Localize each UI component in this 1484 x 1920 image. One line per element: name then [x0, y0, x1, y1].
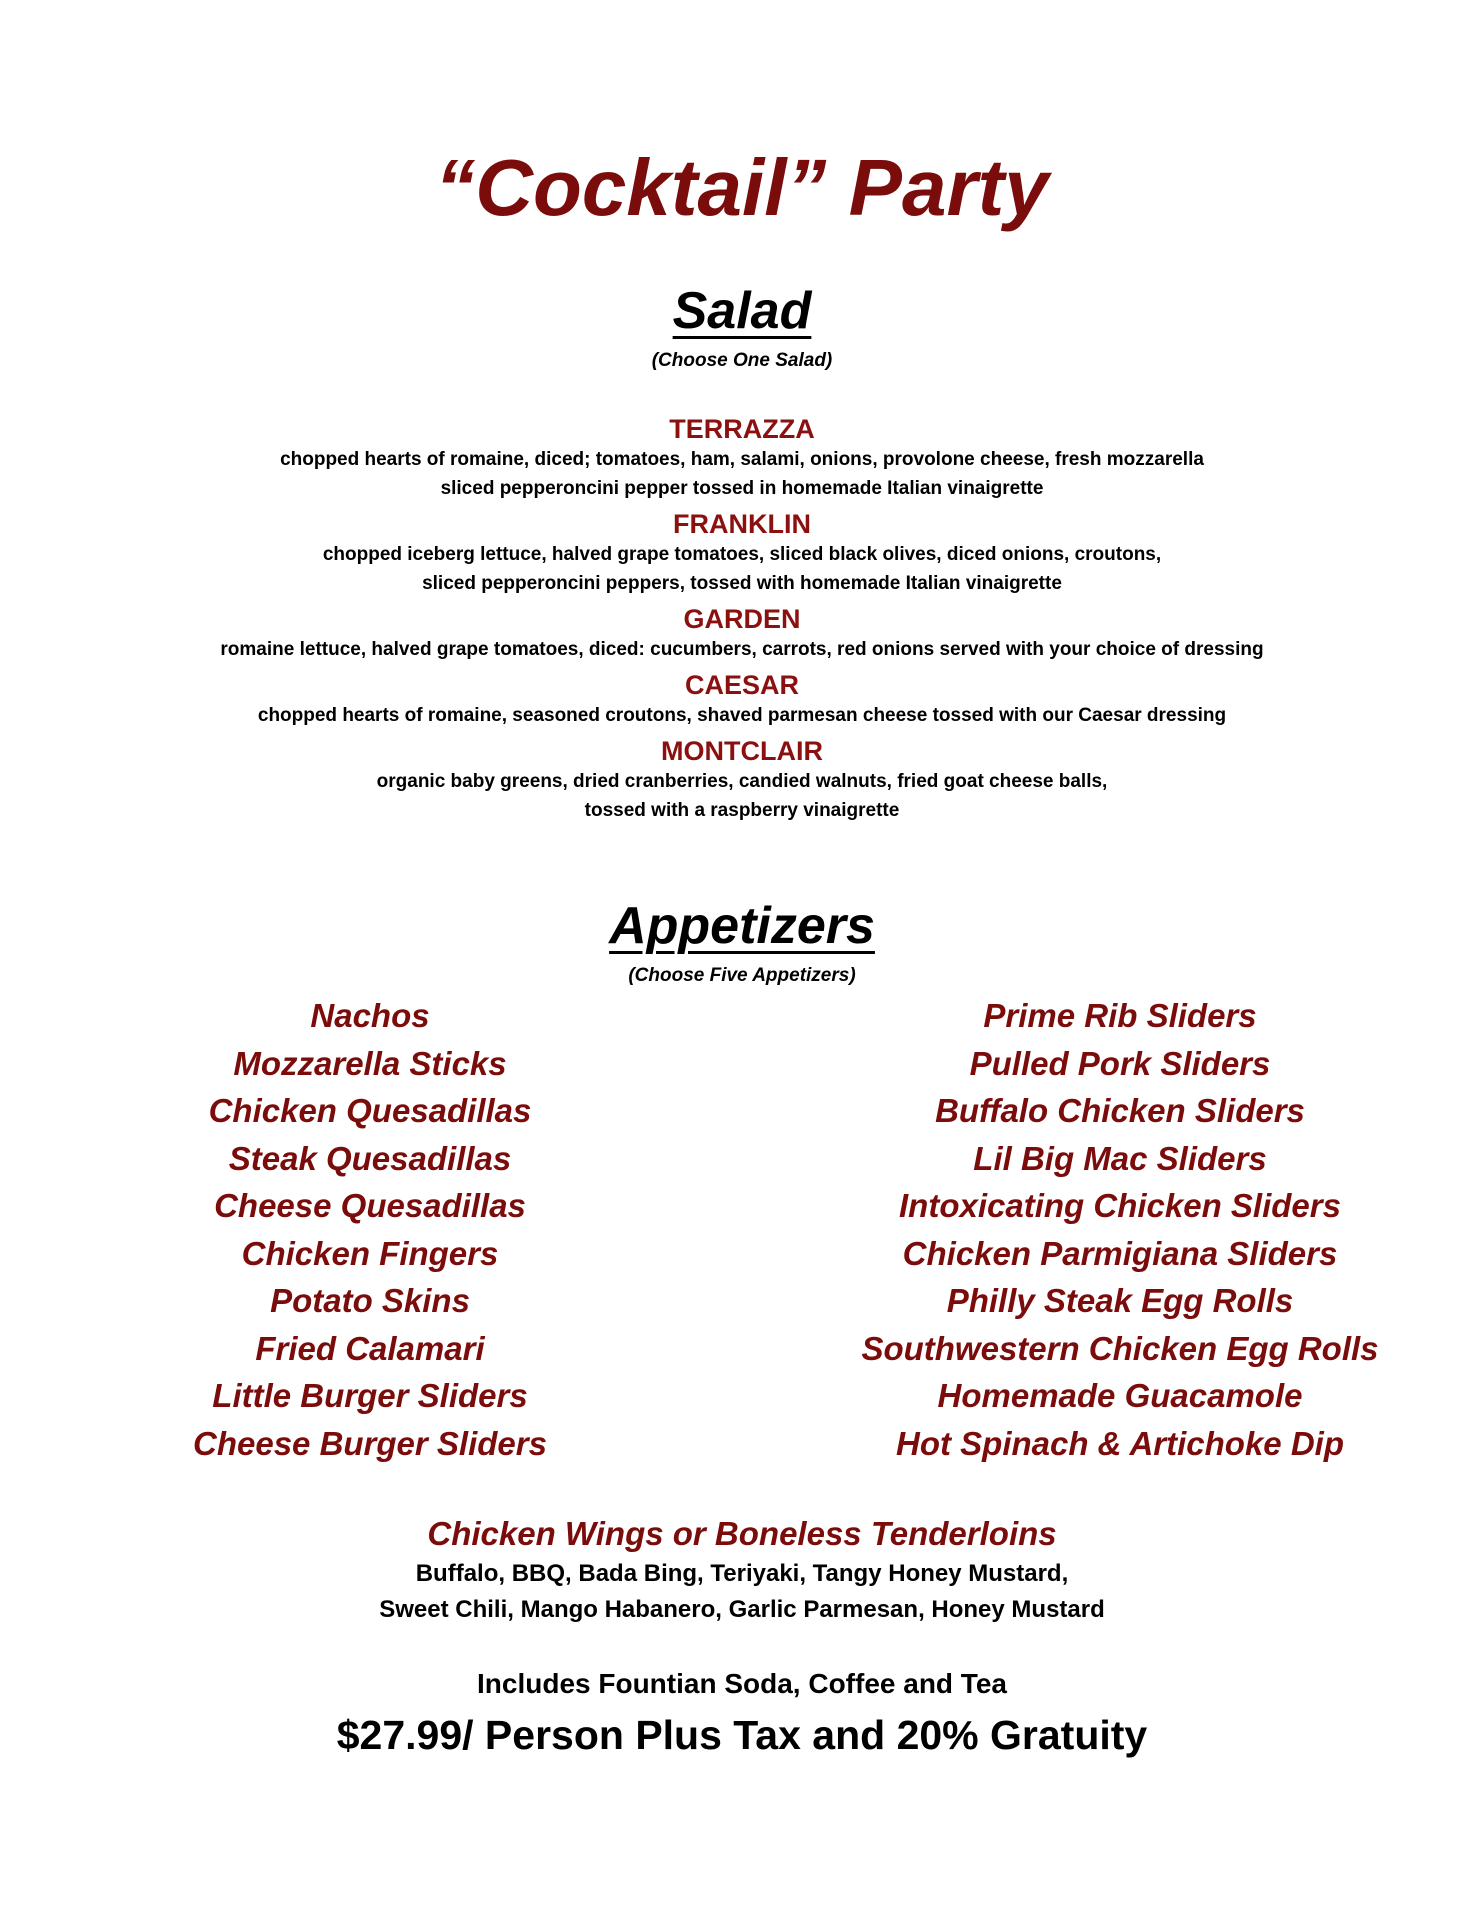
salad-choose-note: (Choose One Salad): [651, 350, 833, 371]
salad-description-line: chopped hearts of romaine, diced; tomatoes, ham, salami, onions, provolone cheese, fresh mozzarella: [280, 449, 1204, 470]
salad-item-terrazza: [0, 413, 1484, 503]
appetizer-item: Little Burger Sliders: [212, 1377, 528, 1414]
salad-item-montclair: [0, 735, 1484, 825]
appetizer-item: Pulled Pork Sliders: [969, 1044, 1271, 1082]
appetizer-item: Fried Calamari: [255, 1329, 485, 1367]
salad-description-line: chopped hearts of romaine, seasoned croutons, shaved parmesan cheese tossed with our Caesar dressing: [257, 705, 1227, 726]
appetizer-item: Southwestern Chicken Egg Rolls: [861, 1329, 1379, 1367]
salad-item-caesar: [0, 669, 1484, 730]
salad-name: TERRAZZA: [669, 414, 815, 444]
appetizer-item: Chicken Fingers: [241, 1234, 499, 1272]
appetizer-item: Chicken Parmigiana Sliders: [902, 1234, 1338, 1272]
salad-description-line: romaine lettuce, halved grape tomatoes, diced: cucumbers, carrots, red onions served with your choice of dressing: [220, 639, 1264, 660]
salad-item-garden: [0, 603, 1484, 664]
salad-description-line: sliced pepperoncini pepper tossed in homemade Italian vinaigrette: [440, 478, 1044, 499]
appetizers-heading: Appetizers: [609, 897, 875, 955]
appetizer-item: Homemade Guacamole: [937, 1377, 1303, 1414]
salad-name: MONTCLAIR: [661, 736, 823, 766]
salad-description-line: organic baby greens, dried cranberries, candied walnuts, fried goat cheese balls,: [376, 771, 1108, 792]
wings-title: Chicken Wings or Boneless Tenderloins: [427, 1515, 1057, 1552]
salad-name: CAESAR: [684, 670, 799, 700]
salad-name: FRANKLIN: [673, 509, 811, 539]
appetizer-item: Cheese Quesadillas: [214, 1187, 526, 1224]
appetizers-right-column: [840, 992, 1400, 1467]
salad-description-line: chopped iceberg lettuce, halved grape tomatoes, sliced black olives, diced onions, croutons,: [322, 544, 1162, 565]
appetizer-item: Lil Big Mac Sliders: [973, 1139, 1267, 1177]
price-line: $27.99/ Person Plus Tax and 20% Gratuity: [336, 1712, 1148, 1758]
appetizers-choose-note: (Choose Five Appetizers): [628, 965, 856, 986]
appetizer-item: Prime Rib Sliders: [983, 997, 1257, 1034]
salad-list: [0, 413, 1484, 830]
appetizer-item: Intoxicating Chicken Sliders: [899, 1187, 1341, 1224]
salad-heading: Salad: [672, 282, 812, 340]
salad-description-line: tossed with a raspberry vinaigrette: [584, 800, 900, 821]
appetizer-item: Nachos: [310, 997, 430, 1034]
appetizer-item: Mozzarella Sticks: [233, 1044, 507, 1082]
appetizer-item: Philly Steak Egg Rolls: [946, 1282, 1294, 1319]
wings-section: [0, 1512, 1484, 1628]
appetizer-item: Hot Spinach & Artichoke Dip: [896, 1424, 1344, 1462]
wings-sauces-line: Buffalo, BBQ, Bada Bing, Teriyaki, Tangy Honey Mustard,: [415, 1560, 1069, 1587]
salad-item-franklin: [0, 508, 1484, 598]
appetizer-item: Chicken Quesadillas: [208, 1092, 532, 1129]
wings-sauces-line: Sweet Chili, Mango Habanero, Garlic Parmesan, Honey Mustard: [379, 1596, 1105, 1623]
appetizer-item: Steak Quesadillas: [228, 1139, 512, 1177]
appetizer-item: Cheese Burger Sliders: [193, 1424, 547, 1462]
salad-name: GARDEN: [683, 604, 801, 634]
includes-note: Includes Fountian Soda, Coffee and Tea: [477, 1668, 1007, 1699]
appetizers-left-column: [170, 992, 570, 1467]
appetizer-item: Buffalo Chicken Sliders: [935, 1092, 1305, 1129]
page-title: “Cocktail” Party: [435, 143, 1049, 232]
appetizer-item: Potato Skins: [270, 1282, 470, 1319]
salad-description-line: sliced pepperoncini peppers, tossed with homemade Italian vinaigrette: [422, 573, 1062, 594]
